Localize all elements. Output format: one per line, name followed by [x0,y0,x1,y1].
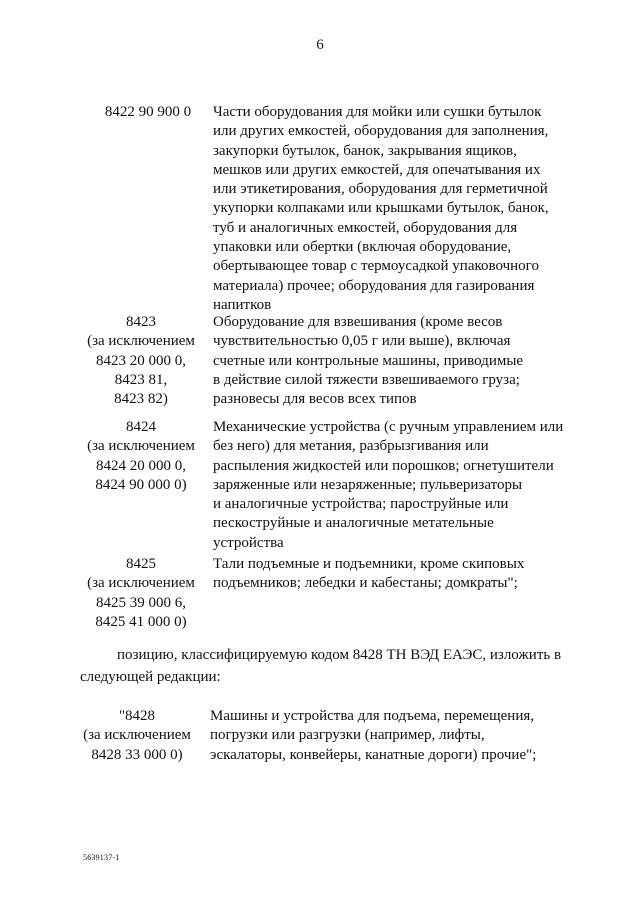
description-line: туб и аналогичных емкостей, оборудования для [213,219,518,236]
description-line: укупорки колпаками или крышками бутылок, банок, [213,200,549,217]
description-line: обертывающее товар с термоусадкой упаковочного [213,258,539,275]
description-line: Машины и устройства для подъема, перемещения, [210,708,534,724]
description-line: закупорки бутылок, банок, закрывания ящиков, [213,142,517,159]
description-line: счетные или контрольные машины, приводимые [213,352,524,369]
description-line: мешков или других емкостей, для опечатывания их [213,161,541,178]
description-line: материала) прочее; оборудования для газирования [213,277,535,294]
description-line: напитков [213,296,272,313]
code-line: 8422 90 900 0 [104,104,192,120]
description-line: или других емкостей, оборудования для заполнения, [213,123,549,140]
description-line: устройства [213,534,284,551]
code-line: 8423 81, [114,371,168,388]
code-line: "8428 [118,708,156,724]
page-number: 6 [316,37,324,53]
code-line: 8423 82) [114,391,168,408]
entry-3-description [213,418,573,553]
code-line: 8424 20 000 0, [96,457,186,474]
description-line: распыления жидкостей или порошков; огнетушители [213,457,554,474]
code-line: 8425 41 000 0) [95,613,187,630]
code-line: 8424 90 000 0) [95,476,187,493]
entry-4-code [76,555,206,632]
code-line: (за исключением [87,333,195,350]
entry-3-code [76,418,206,495]
code-line: 8423 [126,314,156,330]
description-line: упаковки или обертки (включая оборудование, [213,239,512,256]
entry-4-description [213,555,573,594]
code-line: 8428 33 000 0) [91,746,183,763]
code-line: 8425 [126,556,156,572]
entry-1-code [88,103,208,122]
description-line: в действие силой тяжести взвешиваемого груза; [213,371,520,388]
description-line: Оборудование для взвешивания (кроме весов [213,314,503,330]
instruction-line: позицию, классифицируемую кодом 8428 ТН ВЭД ЕАЭС, изложить в [117,647,562,663]
code-line: 8424 [126,419,156,435]
entry-2-code [76,313,206,409]
description-line: или этикетирования, оборудования для герметичной [213,181,548,198]
description-line: Тали подъемные и подъемники, кроме скиповых [213,556,525,572]
description-line: чувствительностью 0,05 г или выше), включая [213,333,511,350]
description-line: погрузки или разгрузки (например, лифты, [210,727,485,744]
description-line: и аналогичные устройства; пароструйные или [213,496,509,513]
code-line: 8425 39 000 6, [96,594,186,611]
entry-1-description [213,103,573,315]
description-line: Части оборудования для мойки или сушки бутылок [213,104,542,120]
description-line: пескоструйные и аналогичные метательные [213,515,494,532]
code-line: (за исключением [87,438,195,455]
description-line: без него) для метания, разбрызгивания или [213,438,489,455]
instruction-paragraph [80,644,580,688]
document-footer-code: 5639137-1 [83,853,120,862]
description-line: эскалаторы, конвейеры, канатные дороги) прочие"; [210,746,537,763]
code-line: (за исключением [83,727,191,744]
instruction-line: следующей редакции: [80,669,221,685]
new-entry-code [72,707,202,765]
entry-2-description [213,313,573,409]
description-line: заряженные или незаряженные; пульверизаторы [213,476,523,493]
description-line: Механические устройства (с ручным управлением или [213,419,564,435]
description-line: подъемников; лебедки и кабестаны; домкраты"; [213,575,518,592]
code-line: 8423 20 000 0, [96,352,186,369]
new-entry-description [210,707,570,765]
code-line: (за исключением [87,575,195,592]
description-line: разновесы для весов всех типов [213,391,417,408]
